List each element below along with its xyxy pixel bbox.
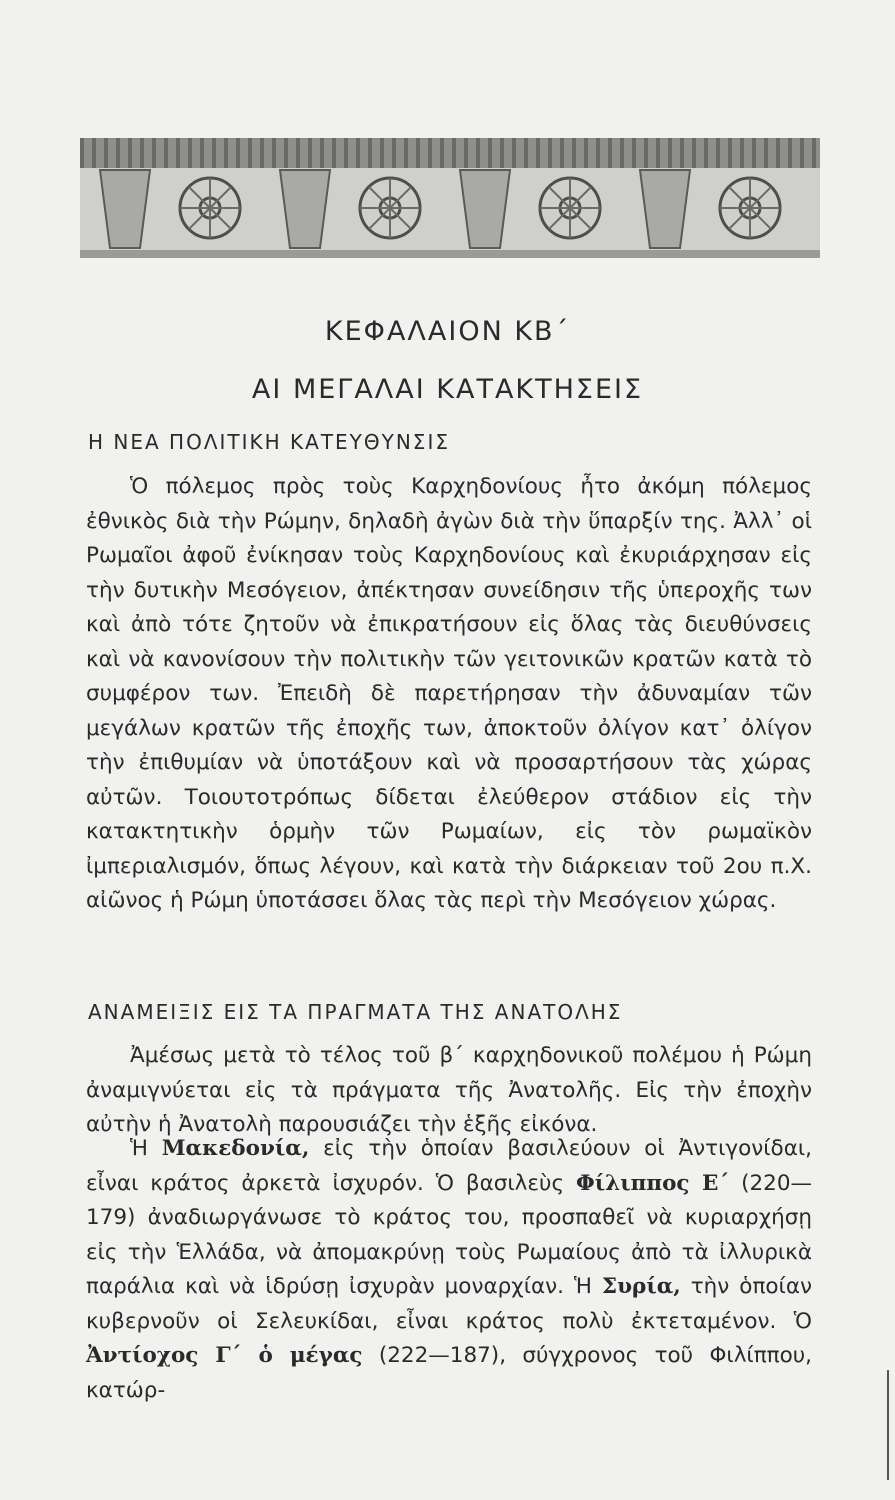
text-run: Ἡ — [130, 1136, 162, 1161]
paragraph-new-policy: Ὁ πόλεμος πρὸς τοὺς Καρχηδονίους ἦτο ἀκόμη πόλεμος ἐθνικὸς διὰ τὴν Ρώμην, δηλαδὴ ἀγὼν διὰ τὴν ὕπαρξίν της. Ἀλλ᾽ οἱ Ρωμαῖοι ἀφοῦ ἐνίκησαν τοὺς Καρχηδονίους καὶ ἐκυριάρχησαν εἰς τὴν δυτικὴν Μεσόγειον, ἀπέκτησαν συνείδησιν τῆς ὑπεροχῆς των καὶ ἀπὸ τότε ζητοῦν νὰ ἐπικρατήσουν εἰς ὅλας τὰς διευθύνσεις καὶ νὰ κανονίσουν τὴν πολιτικὴν τῶν γειτονικῶν κρατῶν κατὰ τὸ συμφέρον των. Ἐπειδὴ δὲ παρετήρησαν τὴν ἀδυναμίαν τῶν μεγάλων κρατῶν τῆς ἐποχῆς των, ἀποκτοῦν ὀλίγον κατ᾽ ὀλίγον τὴν ἐπιθυμίαν νὰ ὑποτάξουν καὶ νὰ προσαρτήσουν τὰς χώρας αὐτῶν. Τοιουτοτρόπως δίδεται ἐλεύθερον στάδιον εἰς τὴν κατακτητικὴν ὁρμὴν τῶν Ρωμαίων, εἰς τὸν ρωμαϊκὸν ἰμπεριαλισμόν, ὅπως λέγουν, καὶ κατὰ τὴν διάρκειαν τοῦ 2ου π.Χ. αἰῶνος ἡ Ρώμη ὑποτάσσει ὅλας τὰς περὶ τὴν Μεσόγειον χώρας. — [86, 474, 812, 913]
section-heading-new-policy: Η ΝΕΑ ΠΟΛΙΤΙΚΗ ΚΑΤΕΥΘΥΝΣΙΣ — [88, 430, 450, 454]
text-run: (220—179) ἀναδιωργάνωσε τὸ κράτος του, προσπαθεῖ νὰ κυριαρχήσῃ εἰς τὴν Ἑλλάδα, νὰ ἀπομακρύνῃ τοὺς Ρωμαίους ἀπὸ τὰ ἰλλυρικὰ παράλια καὶ νὰ ἱδρύσῃ ἰσχυρὰν μοναρχίαν. Ἡ — [86, 1170, 813, 1299]
page-edge-mark — [887, 1370, 889, 1480]
bold-term-philip: Φίλιππος Ε΄ — [575, 1170, 730, 1196]
text-run: εἰς τὴν ὁποίαν βασιλεύουν οἱ Ἀντιγονίδαι, εἶναι κράτος ἀρκετὰ ἰσχυρόν. Ὁ βασιλεὺς — [86, 1136, 812, 1196]
bold-term-syria: Συρία, — [601, 1274, 681, 1299]
chapter-number: ΚΕΦΑΛΑΙΟΝ ΚΒ΄ — [324, 316, 571, 347]
paragraph-east-intro: Ἀμέσως μετὰ τὸ τέλος τοῦ β΄ καρχηδονικοῦ πολέμου ἡ Ρώμη ἀναμιγνύεται εἰς τὰ πράγματα τῆς Ἀνατολῆς. Εἰς τὴν ἐποχὴν αὐτὴν ἡ Ἀνατολὴ παρουσιάζει τὴν ἑξῆς εἰκόνα. — [86, 1043, 812, 1137]
bold-term-antiochus: Ἀντίοχος Γ΄ ὁ μέγας — [86, 1343, 363, 1368]
text-run: τὴν ὁποίαν κυβερνοῦν οἱ Σελευκίδαι, εἶναι κράτος πολὺ ἐκτεταμένον. Ὁ — [86, 1274, 812, 1334]
ornamental-frieze-image — [80, 138, 820, 258]
paragraph-macedonia-syria — [86, 1132, 812, 1408]
text-run: (222—187), σύγχρονος τοῦ Φιλίππου, κατώρ- — [86, 1343, 813, 1403]
section-heading-east: ΑΝΑΜΕΙΞΙΣ ΕΙΣ ΤΑ ΠΡΑΓΜΑΤΑ ΤΗΣ ΑΝΑΤΟΛΗΣ — [88, 1000, 623, 1024]
bold-term-macedonia: Μακεδονία, — [161, 1136, 310, 1161]
chapter-title: ΑΙ ΜΕΓΑΛΑΙ ΚΑΤΑΚΤΗΣΕΙΣ — [251, 374, 644, 405]
